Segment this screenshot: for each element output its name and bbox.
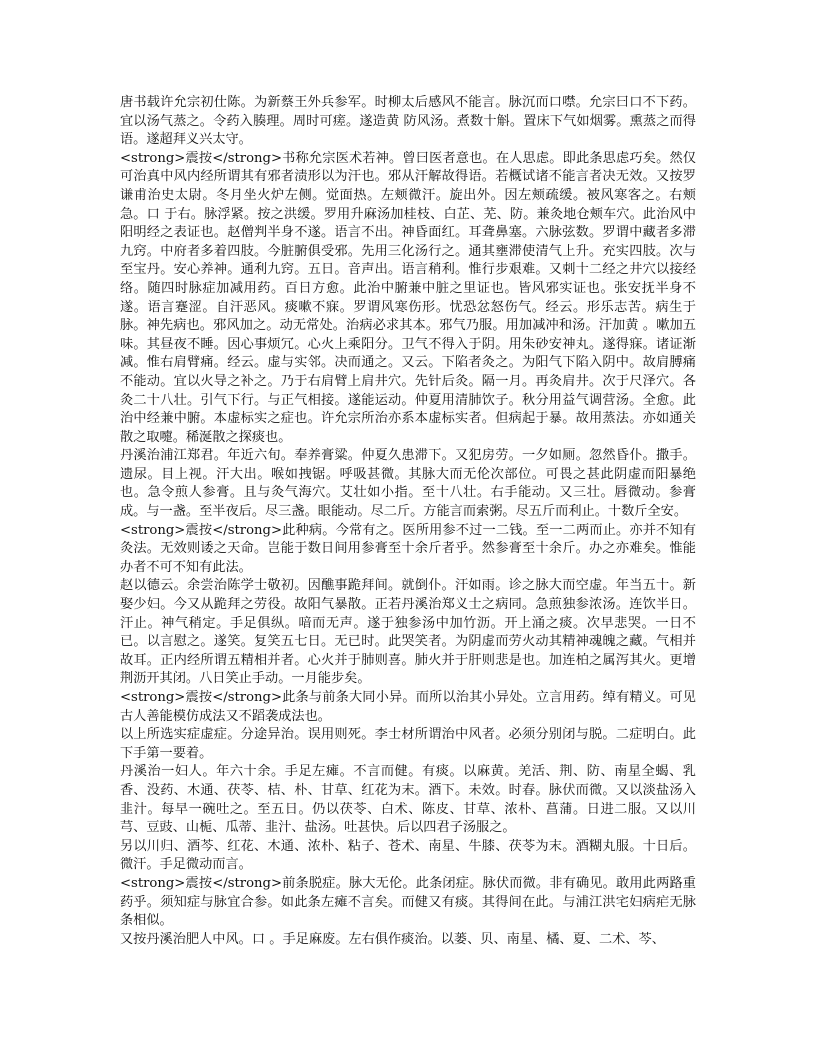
paragraph-commentary-ginseng-paste: <strong>震按</strong>此种病。今常有之。医所用参不过一二钱。至一二两而止。亦并不知有灸法。无效则诿之天命。岂能于数日间用参膏至十余斤者乎。然参膏至十余斤。办之亦难矣。惟能办者不可不知有此法。 <box>120 522 696 575</box>
paragraph-xu-yunzong-case: 唐书载许允宗初仕陈。为新蔡王外兵参军。时柳太后感风不能言。脉沉而口噤。允宗曰口不下药。宜以汤气蒸之。令药入腠理。周时可瘥。遂造黄 防风汤。煮数十斛。置床下气如烟雾。熏蒸之而得语。遂超拜义兴太守。 <box>120 95 696 148</box>
paragraph-commentary-imitation: <strong>震按</strong>此条与前条大同小异。而所以治其小异处。立言用药。绰有精义。可见古人善能模仿成法又不蹈袭成法也。 <box>120 690 696 724</box>
paragraph-summary-closed-collapse: 以上所选实症虚症。分途异治。误用则死。李士材所谓治中风者。必须分别闭与脱。二症明白。此下手第一要着。 <box>120 727 696 761</box>
paragraph-zhao-yide-case: 赵以德云。余尝治陈学士敬初。因醮事跪拜间。就倒仆。汗如雨。诊之脉大而空虚。年当五十。新娶少妇。今又从跪拜之劳役。故阳气暴散。正若丹溪治郑义士之病同。急煎独参浓汤。连饮半日。汗止。神气稍定。手足俱纵。喑而无声。遂于独参汤中加竹沥。开上涌之痰。次早悲哭。一日不已。以言慰之。遂笑。复笑五七日。无已时。此哭笑者。为阴虚而劳火动其精神魂魄之藏。气相并故耳。正内经所谓五精相并者。心火并于肺则喜。肺火并于肝则悲是也。加连柏之属泻其火。更增荆沥开其闭。八日笑止手动。一月能步矣。 <box>120 578 696 687</box>
paragraph-danxi-woman-case: 丹溪治一妇人。年六十余。手足左瘫。不言而健。有痰。以麻黄。羌活、荆、防、南星全蝎、乳香、没药、木通、茯苓、桔、朴、甘草、红花为末。酒下。未效。时春。脉伏而微。又以淡盐汤入韭汁。每早一碗吐之。至五日。仍以茯苓、白术、陈皮、甘草、浓朴、菖蒲。日进二服。又以川芎、豆豉、山栀、瓜蒂、韭汁、盐汤。吐甚快。后以四君子汤服之。 <box>120 764 696 836</box>
paragraph-commentary-steaming-method: <strong>震按</strong>书称允宗医术若神。曾曰医者意也。在人思虑。即此条思虑巧矣。然仅可治真中风内经所谓其有邪者渍形以为汗也。邪从汗解故得语。若概试诸不能言者决无效。又按罗谦甫治史太尉。冬月坐火炉左侧。觉面热。左颊微汗。旋出外。因左颊疏缓。被风寒客之。右颊急。口 于右。脉浮紧。按之洪缓。罗用升麻汤加桂枝、白芷、芜、防。兼灸地仓颊车穴。此治风中阳明经之表证也。赵僧判半身不遂。语言不出。神昏面红。耳聋鼻塞。六脉弦数。罗谓中藏者多滞九窍。中府者多着四肢。今脏腑俱受邪。先用三化汤行之。通其壅滞使清气上升。充实四肢。次与至宝丹。安心养神。通利九窍。五日。音声出。语言稍利。惟行步艰难。又刺十二经之井穴以接经络。随四时脉症加减用药。百日方愈。此治中腑兼中脏之里证也。皆风邪实证也。张安抚半身不遂。语言蹇涩。自汗恶风。痰嗽不寐。罗谓风寒伤形。忧恐忿怒伤气。经云。形乐志苦。病生于脉。神先病也。邪风加之。动无常处。治病必求其本。邪气乃服。用加减冲和汤。汗加黄 。嗽加五味。其昼夜不睡。因心事烦冗。心火上乘阳分。卫气不得入于阴。用朱砂安神丸。遂得寐。诸证渐减。惟右肩臂痛。经云。虚与实邻。决而通之。又云。下陷者灸之。为阳气下陷入阴中。故肩膊痛不能动。宜以火导之补之。乃于右肩臂上肩井穴。先针后灸。隔一月。再灸肩井。次于尺泽穴。各灸二十八壮。引气下行。与正气相接。遂能运动。仲夏用清肺饮子。秋分用益气调营汤。全愈。此治中经兼中腑。本虚标实之症也。许允宗所治亦系本虚标实者。但病起于暴。故用蒸法。亦如通关散之取嚏。稀涎散之探痰也。 <box>120 150 696 445</box>
document-page <box>120 94 696 949</box>
paragraph-commentary-pulse-symptoms: <strong>震按</strong>前条脱症。脉大无伦。此条闭症。脉伏而微。非有确见。敢用此两路重药乎。须知症与脉宜合参。如此条左瘫不言矣。而健又有痰。其得间在此。与浦江洪宅妇病疟无脉条相似。 <box>120 875 696 929</box>
paragraph-pill-formula: 另以川归、酒芩、红花、木通、浓朴、粘子、苍术、南星、牛膝、茯苓为末。酒糊丸服。十日后。微汗。手足微动而言。 <box>120 838 696 873</box>
paragraph-danxi-obese-case: 又按丹溪治肥人中风。口 。手足麻废。左右俱作痰治。以蒌、贝、南星、橘、夏、二术、芩、 <box>120 931 665 947</box>
paragraph-danxi-zheng-case: 丹溪治浦江郑君。年近六旬。奉养膏粱。仲夏久患滞下。又犯房劳。一夕如厕。忽然昏仆。撒手。遗尿。目上视。汗大出。喉如拽锯。呼吸甚微。其脉大而无伦次部位。可畏之甚此阴虚而阳暴绝也。急令煎人参膏。且与灸气海穴。艾壮如小指。至十八壮。右手能动。又三壮。唇微动。参膏成。与一盏。至半夜后。尽三盏。眼能动。尽二斤。方能言而索粥。尽五斤而利止。十数斤全安。 <box>120 448 696 520</box>
